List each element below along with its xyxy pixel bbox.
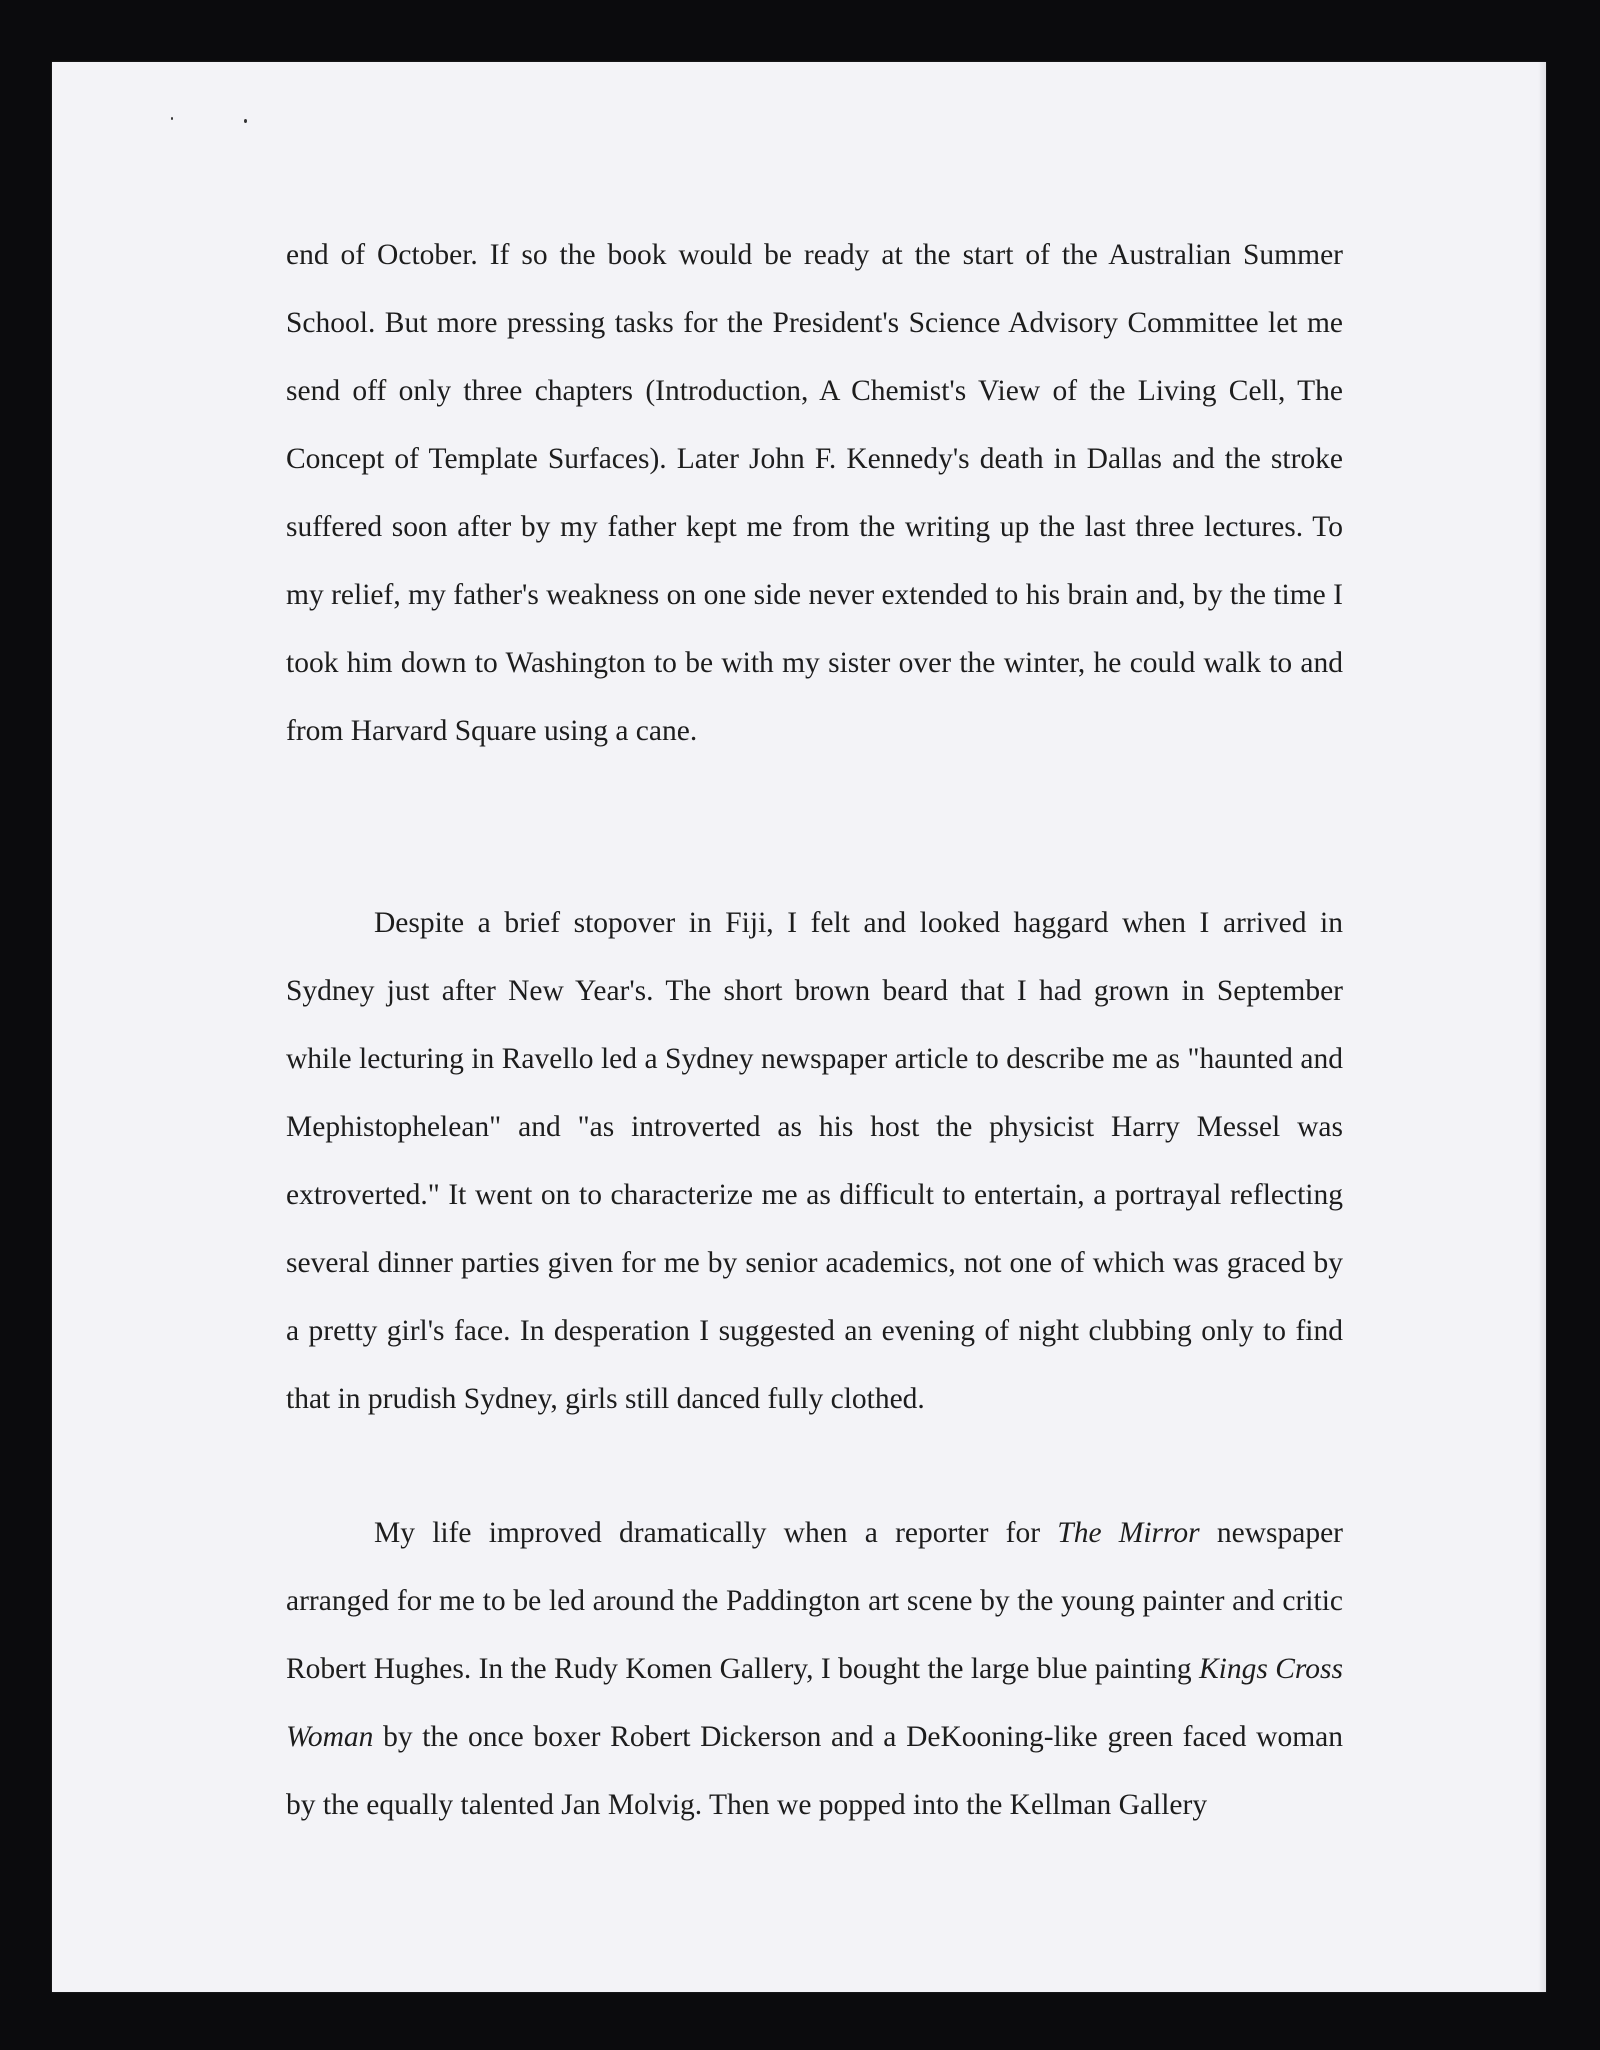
paragraph-3-text-a: My life improved dramatically when a reporter for — [374, 1517, 1058, 1549]
paragraph-3-text-c: by the once boxer Robert Dickerson and a DeKooning-like green faced woman by the equally talented Jan Molvig. Then we popped into the Kellman Gallery — [286, 1721, 1343, 1821]
paragraph-2-text: Despite a brief stopover in Fiji, I felt and looked haggard when I arrived in Sydney just after New Year's. The short brown beard that I had grown in September while lecturing in Ravello led a Sydney newspaper article to describe me as "haunted and Mephistophelean" and "as introverted as his host the physicist Harry Messel was extroverted." It went on to characterize me as difficult to entertain, a portrayal reflecting several dinner parties given for me by senior academics, not one of which was graced by a pretty girl's face. In desperation I suggested an evening of night clubbing only to find that in prudish Sydney, girls still danced fully clothed. — [286, 907, 1343, 1415]
newspaper-title: The Mirror — [1057, 1517, 1200, 1549]
page-speck — [171, 117, 173, 120]
paragraph-3 — [286, 1499, 1343, 1839]
paragraph-1-text: end of October. If so the book would be ready at the start of the Australian Summer School. But more pressing tasks for the President's Science Advisory Committee let me send off only three chapters (Introduction, A Chemist's View of the Living Cell, The Concept of Template Surfaces). Later John F. Kennedy's death in Dallas and the stroke suffered soon after by my father kept me from the writing up the last three lectures. To my relief, my father's weakness on one side never extended to his brain and, by the time I took him down to Washington to be with my sister over the winter, he could walk to and from Harvard Square using a cane. — [286, 239, 1343, 747]
paragraph-1 — [286, 221, 1343, 765]
page-speck — [244, 119, 247, 123]
paragraph-3-text-b: newspaper arranged for me to be led around the Paddington art scene by the young painter and critic Robert Hughes. In the Rudy Komen Gallery, I bought the large blue painting — [286, 1517, 1343, 1685]
document-page — [52, 62, 1546, 1992]
paragraph-2 — [286, 889, 1343, 1433]
painting-title: Kings Cross Woman — [286, 1653, 1344, 1753]
page-edge-shadow — [1538, 62, 1546, 1992]
